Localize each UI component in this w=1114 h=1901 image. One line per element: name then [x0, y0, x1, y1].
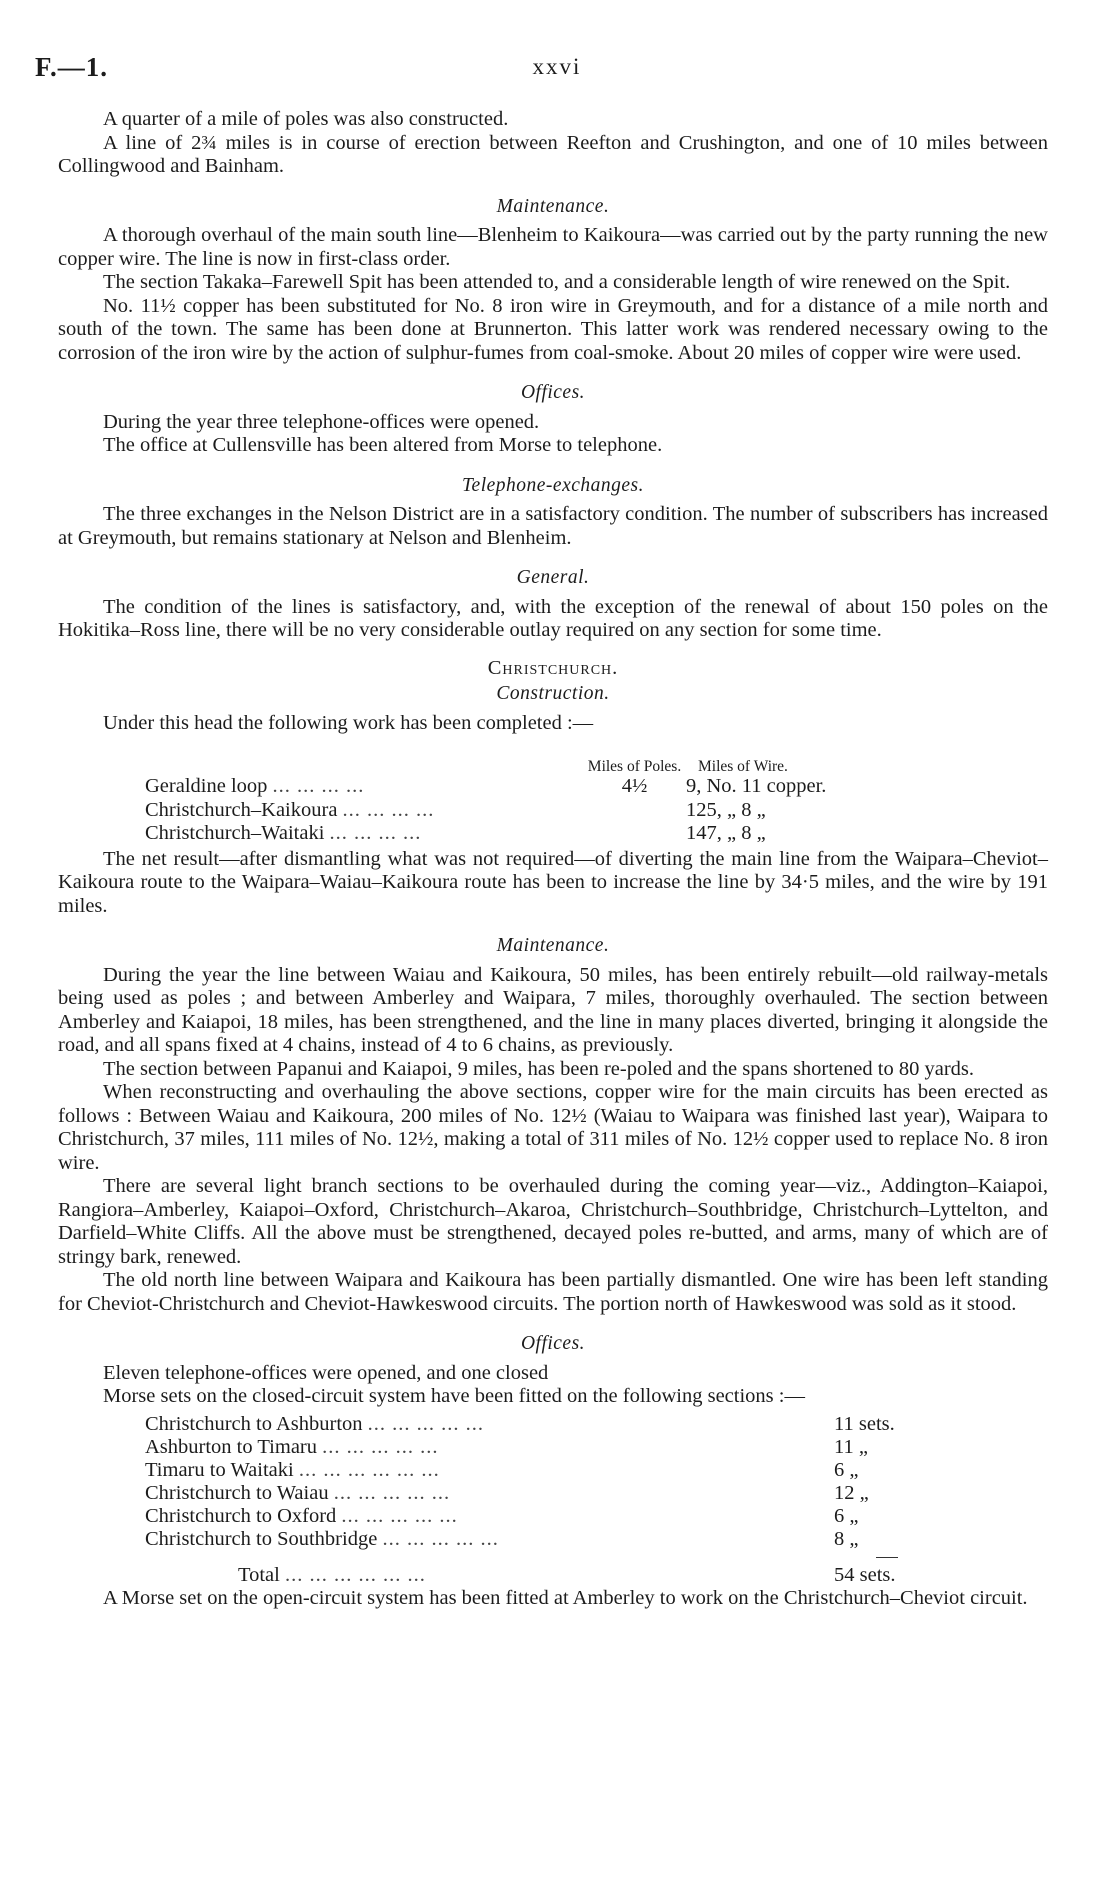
paragraph: A thorough overhaul of the main south line—Blenheim to Kaikoura—was carried out by the party running the new copper wire. The line is now in first-class order. — [58, 224, 1048, 270]
paragraph: The office at Cullensville has been altered from Morse to telephone. — [103, 434, 663, 456]
paragraph: A Morse set on the open-circuit system has been fitted at Amberley to work on the Christchurch–Cheviot circuit. — [103, 1586, 1028, 1609]
section-heading: Telephone-exchanges. — [461, 474, 644, 496]
page-number: xxvi — [532, 54, 582, 79]
paragraph: The three exchanges in the Nelson District are in a satisfactory condition. The number of subscribers has increased at Greymouth, but remains stationary at Nelson and Blenheim. — [58, 503, 1048, 549]
column-header-poles: Miles of Poles. — [587, 758, 682, 775]
total-label: Total — [238, 1563, 280, 1586]
table-row — [58, 822, 1048, 846]
table-row — [58, 1528, 1048, 1551]
wire-cell: 9, No. 11 copper. — [686, 775, 827, 797]
sets-cell: 12 „ — [834, 1481, 869, 1504]
section-heading: Maintenance. — [496, 195, 610, 217]
paragraph: The condition of the lines is satisfactory, and, with the exception of the renewal of about 150 poles on the Hokitika–Ross line, there will be no very considerable outlay required on any section for some time. — [58, 595, 1048, 641]
table-row — [58, 1505, 1048, 1528]
row-label: Geraldine loop — [145, 775, 268, 797]
paragraph: Under this head the following work has been completed :— — [103, 711, 594, 734]
table-row — [58, 1413, 1048, 1436]
paragraph: During the year three telephone-offices were opened. — [103, 410, 540, 433]
table-row — [58, 799, 1048, 823]
leader-dots: ... ... ... ... ... — [333, 1481, 451, 1504]
table-row — [58, 1459, 1048, 1482]
leader-dots: ... ... ... ... ... — [322, 1435, 439, 1458]
paragraph: Eleven telephone-offices were opened, and one closed — [103, 1361, 549, 1384]
sets-cell: 8 „ — [834, 1527, 859, 1550]
section-heading: Offices. — [520, 1333, 586, 1354]
paragraph: When reconstructing and overhauling the above sections, copper wire for the main circuits has been erected as follows : Between Waiau and Kaikoura, 200 miles of No. 12½ (Waiau to Waipara was finished last year), Waipara to Christchurch, 37 miles, 111 miles of No. 12½, making a total of 311 miles of No. 12½ copper used to replace No. 8 iron wire. — [58, 1081, 1048, 1174]
morse-sets-table — [58, 1413, 1048, 1587]
paragraph: Morse sets on the closed-circuit system have been fitted on the following sections :— — [103, 1385, 805, 1407]
paragraph: The old north line between Waipara and Kaikoura has been partially dismantled. One wire has been left standing for Cheviot-Christchurch and Cheviot-Hawkeswood circuits. The portion north of Hawkeswood was sold as it stood. — [58, 1269, 1048, 1315]
paragraph: The net result—after dismantling what was not required—of diverting the main line from the Waipara–Cheviot–Kaikoura route to the Waipara–Waiau–Kaikoura route has been to increase the line by 34·5 miles, and the wire by 191 miles. — [58, 847, 1048, 917]
page-body — [58, 108, 1048, 1610]
section-heading: Construction. — [496, 683, 610, 704]
row-label: Christchurch to Waiau — [145, 1481, 329, 1504]
series-code: F.—1. — [35, 52, 109, 82]
construction-table — [58, 739, 1048, 846]
leader-dots: ... ... ... ... — [342, 798, 435, 821]
table-row — [58, 775, 1048, 799]
total-row — [58, 1564, 1048, 1587]
sets-cell: 11 sets. — [834, 1412, 895, 1435]
leader-dots: ... ... ... ... ... ... — [284, 1563, 426, 1586]
wire-cell: 147, „ 8 „ — [686, 822, 766, 844]
table-row — [58, 1482, 1048, 1505]
table-row — [58, 1436, 1048, 1459]
table-header — [58, 739, 1048, 775]
paragraph: No. 11½ copper has been substituted for No. 8 iron wire in Greymouth, and for a distance of a mile north and south of the town. The same has been done at Brunnerton. This latter work was rendered necessary owing to the corrosion of the iron wire by the action of sulphur-fumes from coal-smoke. About 20 miles of copper wire were used. — [58, 294, 1048, 364]
leader-dots: ... ... ... ... ... ... — [298, 1458, 440, 1481]
page-header — [0, 52, 1114, 92]
sets-cell: 6 „ — [834, 1458, 859, 1481]
row-label: Timaru to Waitaki — [145, 1458, 294, 1481]
wire-cell: 125, „ 8 „ — [686, 798, 766, 821]
leader-dots: ... ... ... ... — [272, 775, 365, 797]
leader-dots: ... ... ... ... — [329, 822, 422, 844]
total-value: 54 sets. — [834, 1563, 896, 1586]
paragraph: The section between Papanui and Kaiapoi, 9 miles, has been re-poled and the spans shortened to 80 yards. — [103, 1057, 974, 1080]
leader-dots: ... ... ... ... ... — [341, 1504, 458, 1527]
paragraph: A line of 2¾ miles is in course of erection between Reefton and Crushington, and one of 10 miles between Collingwood and Bainham. — [58, 131, 1048, 177]
poles-cell: 4½ — [621, 775, 648, 797]
section-heading: Maintenance. — [496, 935, 610, 956]
row-label: Christchurch–Kaikoura — [145, 798, 338, 821]
paragraph: A quarter of a mile of poles was also constructed. — [103, 108, 509, 130]
paragraph: The section Takaka–Farewell Spit has been attended to, and a considerable length of wire renewed on the Spit. — [103, 271, 1011, 293]
row-label: Christchurch to Southbridge — [145, 1527, 378, 1550]
paragraph: There are several light branch sections to be overhauled during the coming year—viz., Addington–Kaiapoi, Rangiora–Amberley, Kaiapoi–Oxford, Christchurch–Akaroa, Christchurch–Southbridge, Christchurch–Lyttelton, and Darfield–White Cliffs. All the above must be strengthened, decayed poles re-butted, and arms, many of which are of stringy bark, renewed. — [58, 1175, 1048, 1268]
district-heading: Christchurch. — [487, 656, 619, 679]
paragraph: During the year the line between Waiau and Kaikoura, 50 miles, has been entirely rebuilt—old railway-metals being used as poles ; and between Amberley and Waipara, 7 miles, thoroughly overhauled. The section between Amberley and Kaiapoi, 18 miles, has been strengthened, and the line in many places diverted, bringing it alongside the road, and all spans fixed at 4 chains, instead of 4 to 6 chains, as previously. — [58, 963, 1048, 1056]
column-header-wire: Miles of Wire. — [698, 758, 788, 775]
row-label: Christchurch to Ashburton — [145, 1412, 363, 1435]
leader-dots: ... ... ... ... ... — [382, 1527, 499, 1550]
sets-cell: 11 „ — [834, 1435, 868, 1458]
row-label: Ashburton to Timaru — [145, 1435, 317, 1458]
sets-cell: 6 „ — [834, 1504, 859, 1527]
section-heading: Offices. — [520, 382, 586, 403]
row-label: Christchurch–Waitaki — [145, 822, 325, 844]
section-heading: General. — [516, 567, 590, 588]
leader-dots: ... ... ... ... ... — [367, 1412, 485, 1435]
row-label: Christchurch to Oxford — [145, 1504, 337, 1527]
total-rule — [876, 1557, 898, 1564]
